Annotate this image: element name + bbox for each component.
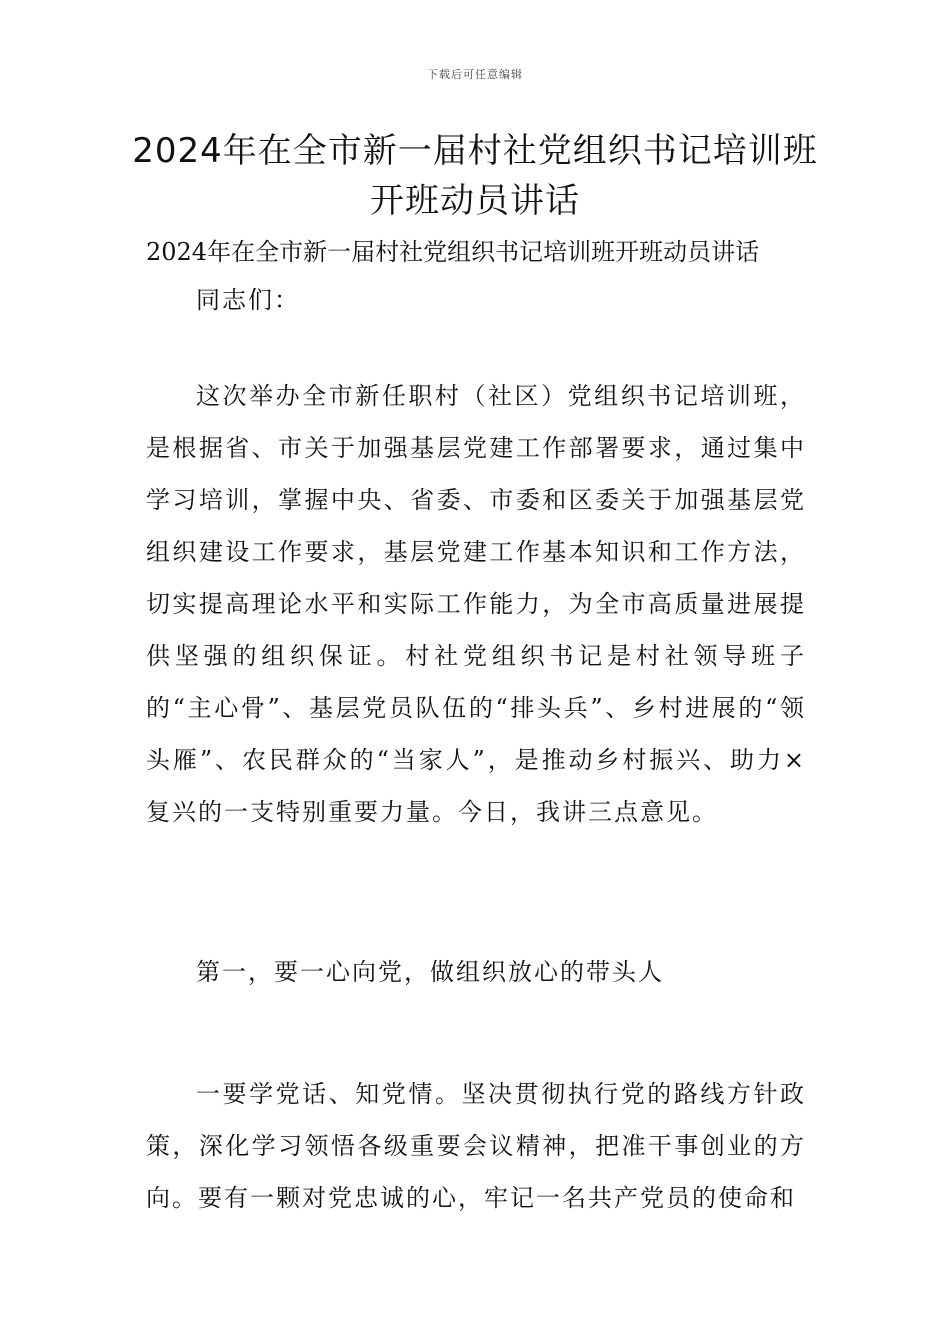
header-note: 下载后可任意编辑 [427, 68, 523, 81]
paragraph-intro: 这次举办全市新任职村（社区）党组织书记培训班，是根据省、市关于加强基层党建工作部署要求，通过集中学习培训，掌握中央、省委、市委和区委关于加强基层党组织建设工作要求，基层党建工作基本知识和工作方法，切实提高理论水平和实际工作能力，为全市高质量进展提供坚强的组织保证。村社党组织书记是村社领导班子的“主心骨”、基层党员队伍的“排头兵”、乡村进展的“领头雁”、农民群众的“当家人”，是推动乡村振兴、助力×复兴的一支特别重要力量。今日，我讲三点意见。 [146, 382, 806, 826]
document-title: 2024年在全市新一届村社党组织书记培训班开班动员讲话 [132, 131, 818, 221]
paragraph-section-1: 一要学党话、知党情。坚决贯彻执行党的路线方针政策，深化学习领悟各级重要会议精神，把准干事创业的方向。要有一颗对党忠诚的心，牢记一名共产党员的使命和 [146, 1080, 806, 1212]
section-heading: 第一，要一心向党，做组织放心的带头人 [196, 958, 664, 986]
title-repeat-line: 2024年在全市新一届村社党组织书记培训班开班动员讲话 [146, 238, 760, 266]
salutation: 同志们： [196, 286, 300, 314]
